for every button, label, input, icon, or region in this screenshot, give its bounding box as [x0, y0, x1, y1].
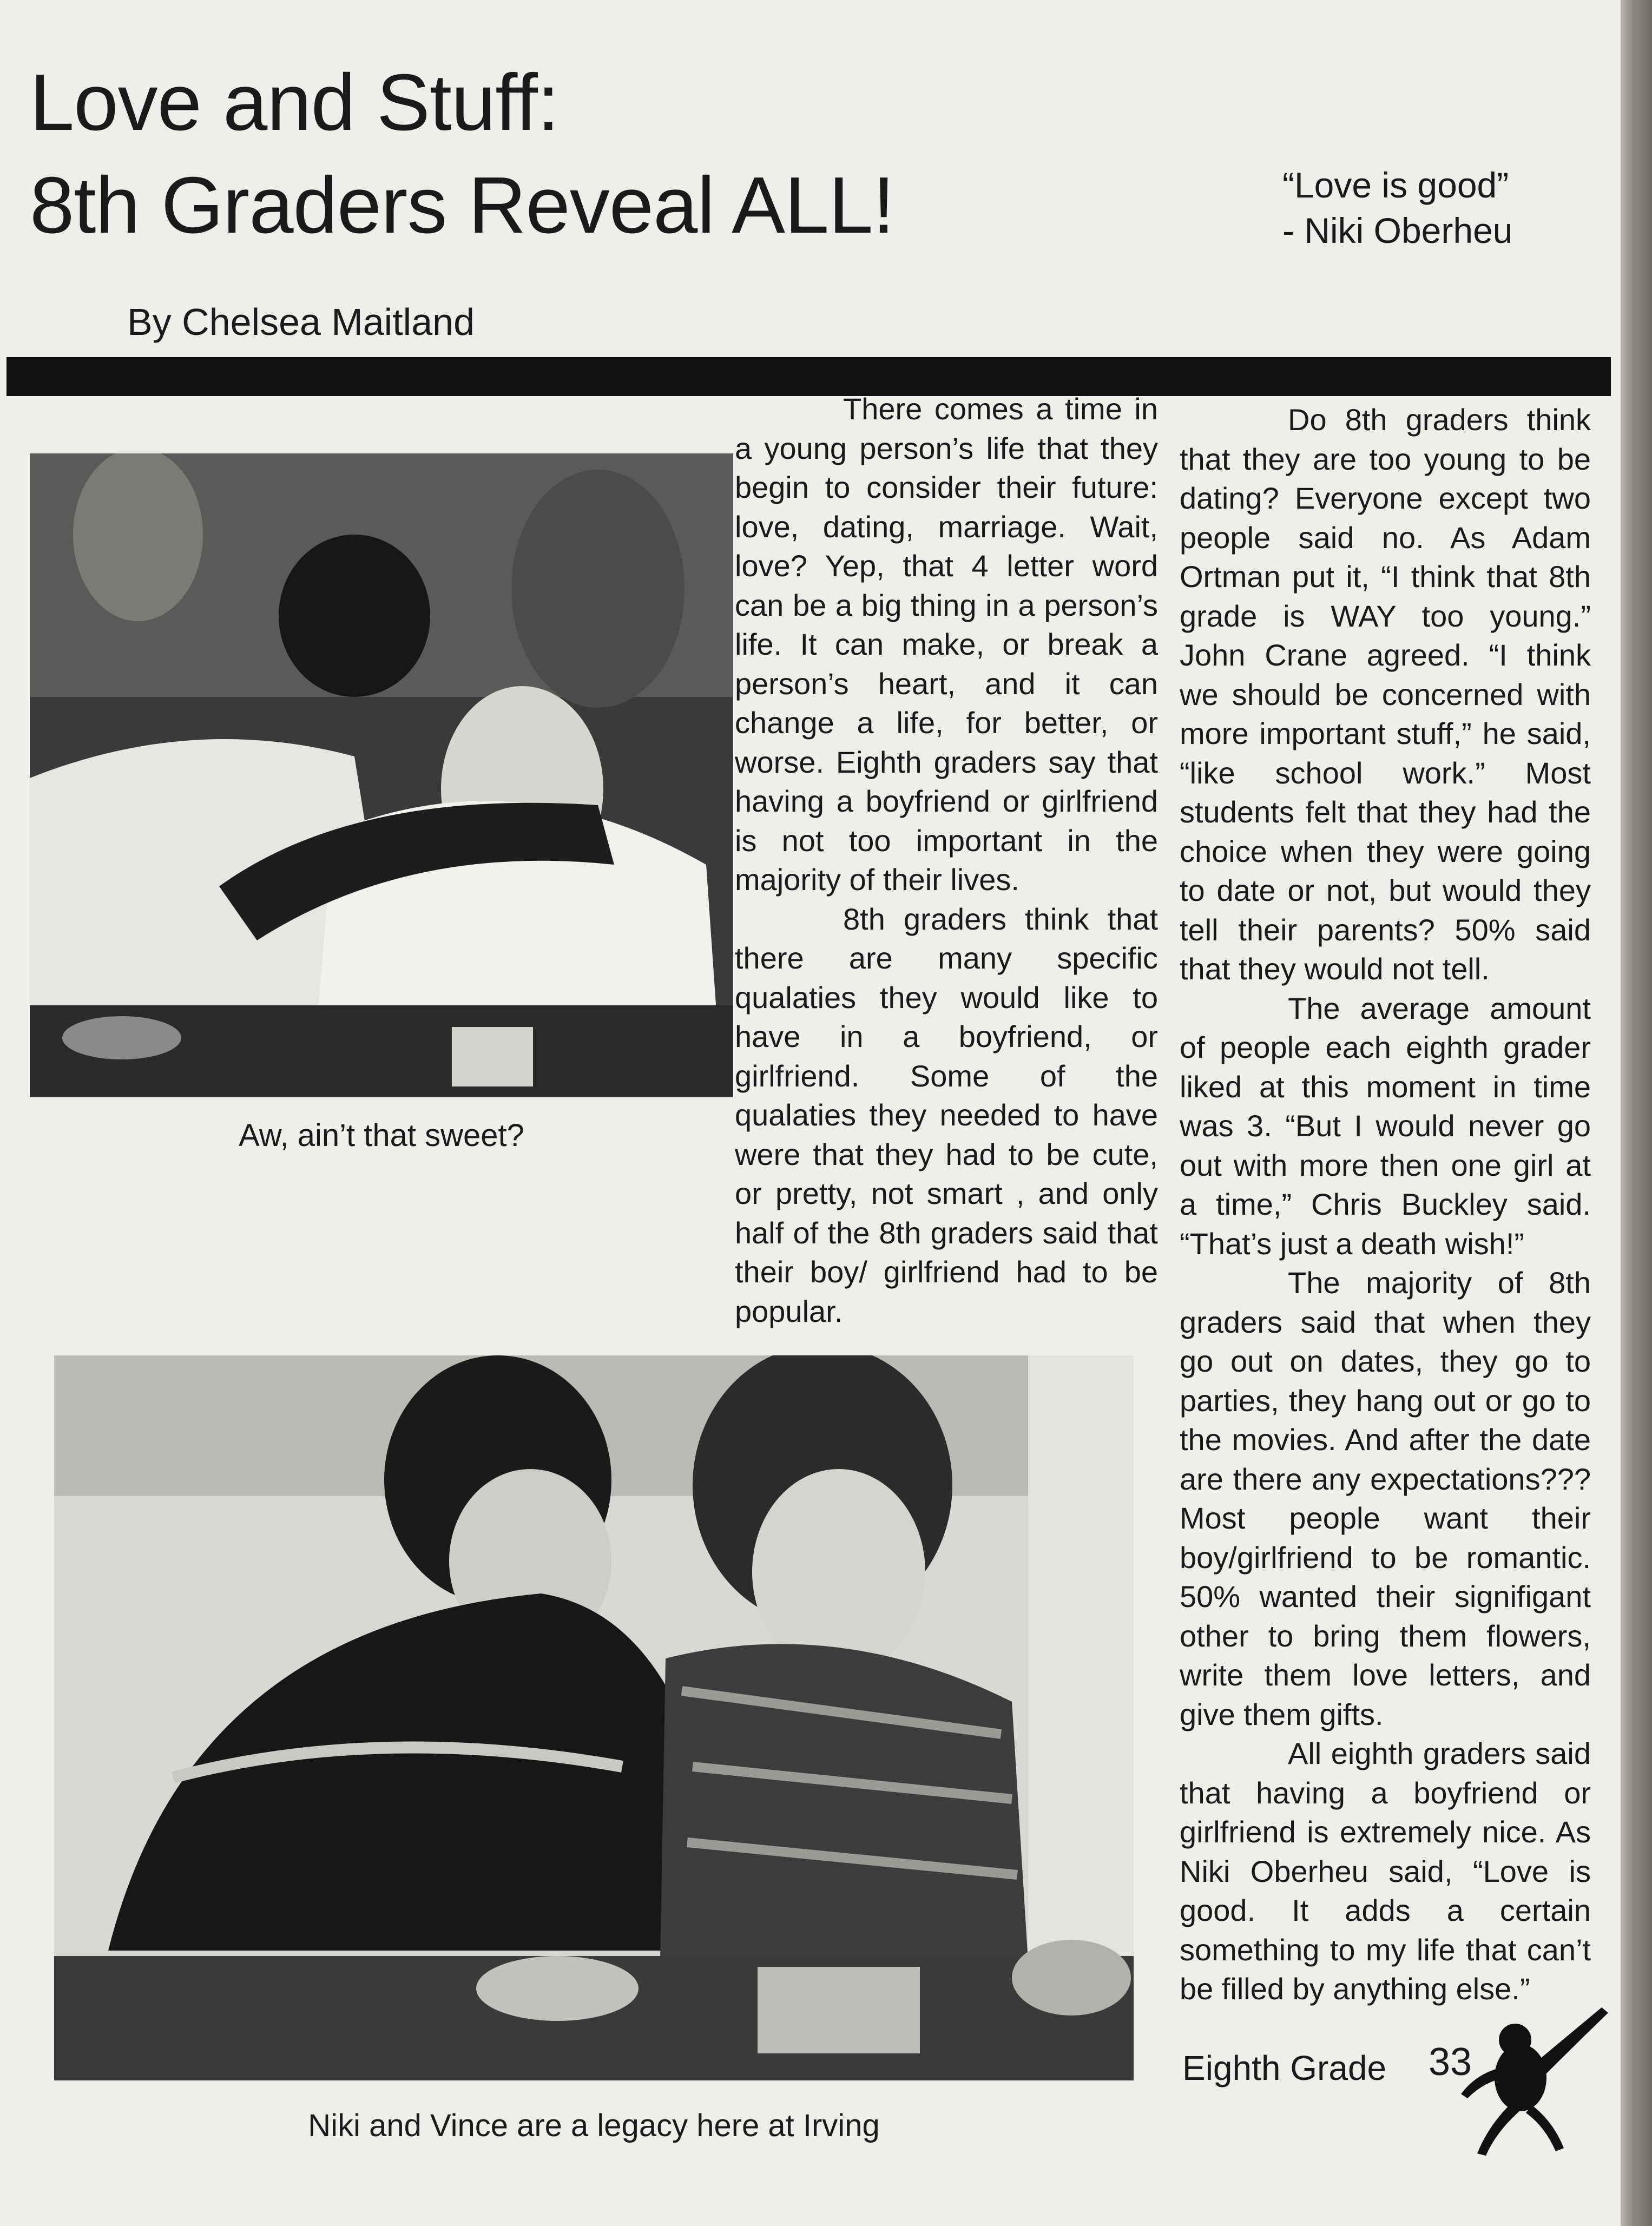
section-label: Eighth Grade [1182, 2049, 1387, 2087]
paragraph: All eighth graders said that having a boyfriend or girlfriend is extremely nice. As Niki Oberheu said, “Love is good. It adds a certain something to my life that can’t be filled by anything else.” [1180, 1736, 1591, 2006]
paragraph: The average amount of people each eighth grader liked at this moment in time was 3. “But I would never go out with more then one girl at a time,” Chris Buckley said. “That’s just a death wish!” [1180, 991, 1591, 1261]
photo-couple-hug [30, 453, 733, 1097]
pull-quote-attribution: - Niki Oberheu [1282, 210, 1513, 251]
title-line-1: Love and Stuff: [30, 58, 559, 147]
paragraph: Do 8th graders think that they are too young to be dating? Everyone except two people said no. As Adam Ortman put it, “I think that 8th grade is WAY too young.” John Crane agreed. “I think we should be concerned with more important stuff,” he said, “like school work.” Most students felt that they had the choice when they were going to date or not, but would they tell their parents? 50% said that they would not tell. [1180, 403, 1591, 986]
pull-quote-text: “Love is good” [1282, 165, 1509, 205]
paragraph: 8th graders think that there are many specific qualaties they would like to have in a boyfriend, or girlfriend. Some of the qualaties they needed to have were that they had to be cute, or pretty, not smart , and only half of the 8th graders said that their boy/ girlfriend had to be popular. [735, 901, 1158, 1328]
photo1-caption: Aw, ain’t that sweet? [239, 1118, 524, 1153]
paragraph: The majority of 8th graders said that when they go out on dates, they go to parties, they hang out or go to the movies. And after the date are there any expectations??? Most people want their boy/girlfriend to be romantic. 50% wanted their signifigant other to bring them flowers, write them love letters, and give them gifts. [1180, 1266, 1591, 1731]
photo-niki-and-vince [54, 1355, 1134, 2080]
title-line-2: 8th Graders Reveal ALL! [30, 161, 894, 250]
paragraph: There comes a time in a young person’s life that they begin to consider their future: love, dating, marriage. Wait, love? Yep, that 4 letter word can be a big thing in a person’s life. It can make, or break a person’s heart, and it can change a life, for better, or worse. Eighth graders say that having a boyfriend or girlfriend is not too important in the majority of their lives. [735, 392, 1158, 897]
article-title [30, 51, 894, 257]
photo2-caption: Niki and Vince are a legacy here at Irving [308, 2108, 880, 2143]
article-column-1 [735, 390, 1158, 1331]
pull-quote [1282, 162, 1513, 253]
page-edge [1621, 0, 1652, 2226]
byline: By Chelsea Maitland [127, 301, 475, 343]
article-column-2 [1180, 400, 1591, 2009]
monkey-icon [1439, 1997, 1612, 2159]
page-number: 33 [1429, 2040, 1472, 2084]
